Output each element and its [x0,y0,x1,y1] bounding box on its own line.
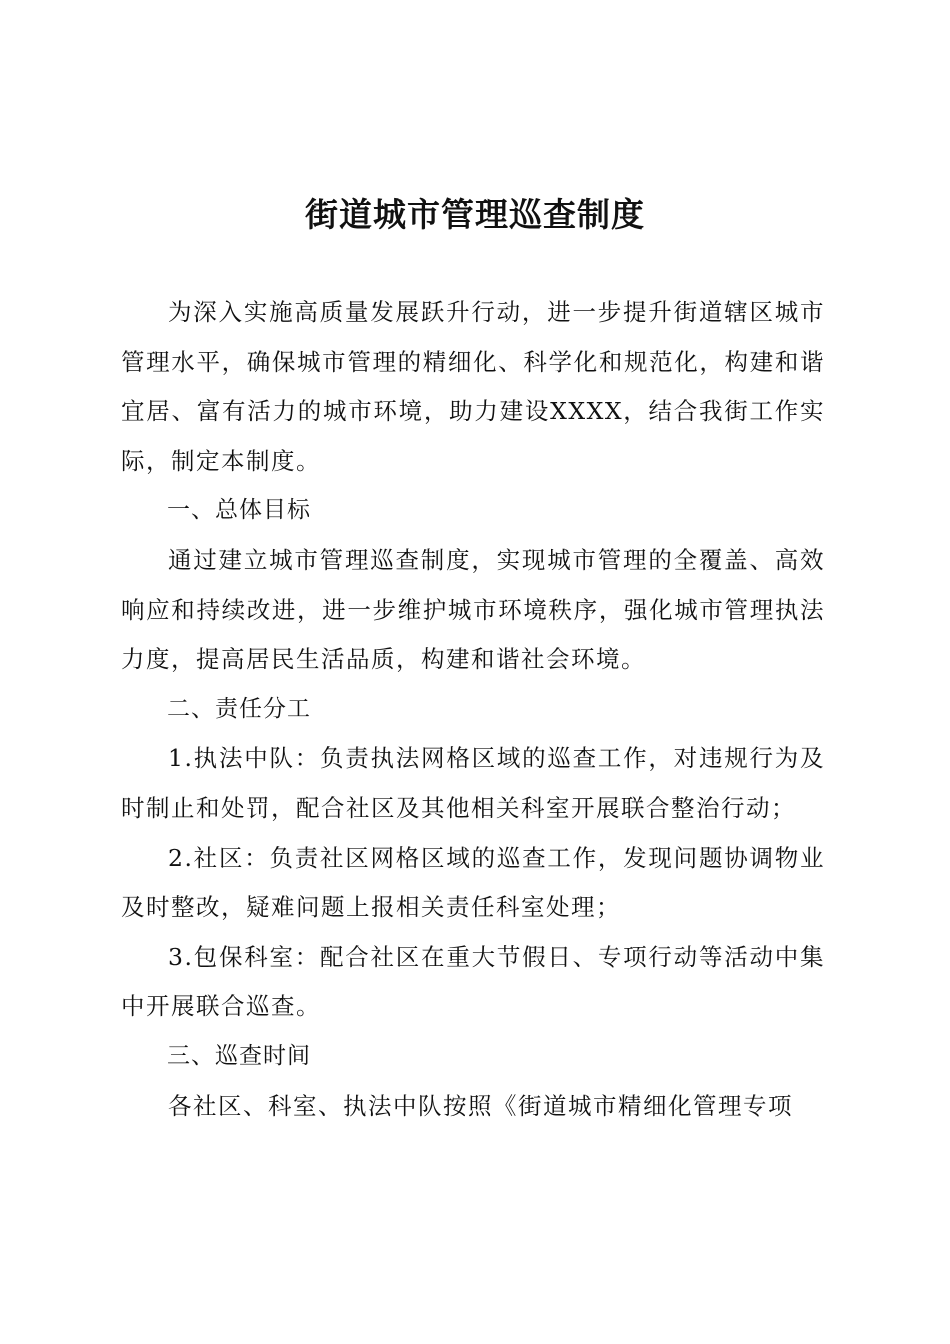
responsibility-item-community: 2.社区：负责社区网格区域的巡查工作，发现问题协调物业及时整改，疑难问题上报相关责任科室处理； [121,843,825,922]
section-heading-responsibilities: 二、责任分工 [167,695,311,722]
document-body [121,288,825,1131]
section-heading-goals: 一、总体目标 [167,497,311,524]
goals-paragraph: 通过建立城市管理巡查制度，实现城市管理的全覆盖、高效响应和持续改进，进一步维护城市环境秩序，强化城市管理执法力度，提高居民生活品质，构建和谐社会环境。 [121,545,825,674]
responsibility-item-departments: 3.包保科室：配合社区在重大节假日、专项行动等活动中集中开展联合巡查。 [121,942,825,1021]
section-heading-schedule: 三、巡查时间 [167,1042,311,1069]
schedule-paragraph: 各社区、科室、执法中队按照《街道城市精细化管理专项 [168,1091,793,1120]
intro-paragraph: 为深入实施高质量发展跃升行动，进一步提升街道辖区城市管理水平，确保城市管理的精细化、科学化和规范化，构建和谐宜居、富有活力的城市环境，助力建设XXXX，结合我街工作实际，制定本制度。 [121,298,825,475]
responsibility-item-enforcement: 1.执法中队：负责执法网格区域的巡查工作，对违规行为及时制止和处罚，配合社区及其他相关科室开展联合整治行动； [121,744,825,822]
document-title: 街道城市管理巡查制度 [305,195,645,234]
